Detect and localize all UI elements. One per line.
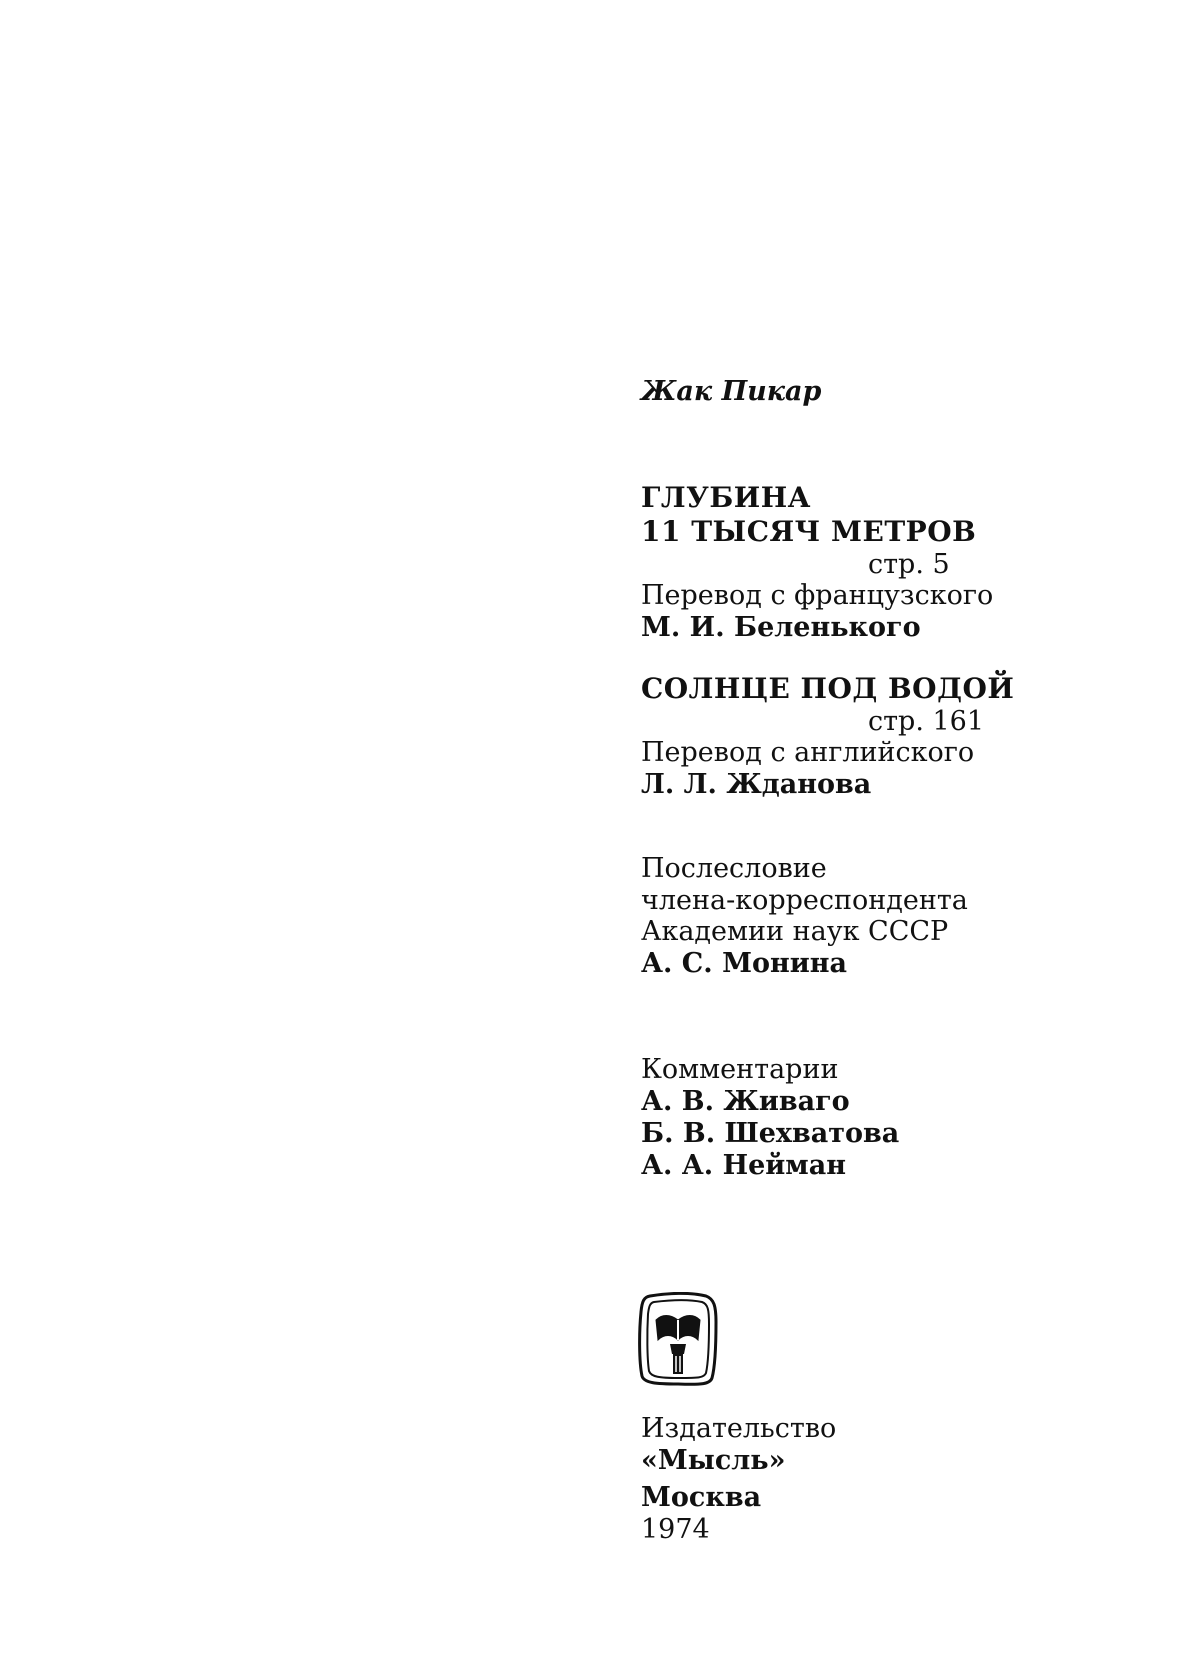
commentary-author-2: Б. В. Шехватова <box>641 1118 900 1149</box>
work1-translator: М. И. Беленького <box>641 612 921 643</box>
publisher-name: «Мысль» <box>641 1445 786 1476</box>
author-name: Жак Пикар <box>641 376 822 407</box>
publisher-city: Москва <box>641 1482 762 1513</box>
commentary-label: Комментарии <box>641 1054 839 1085</box>
publisher-logo-icon <box>638 1292 718 1386</box>
afterword-author: А. С. Монина <box>641 948 848 979</box>
afterword-line3: Академии наук СССР <box>641 916 949 947</box>
work2-translation-note: Перевод с английского <box>641 737 975 768</box>
work1-title-line1: ГЛУБИНА <box>641 481 811 514</box>
commentary-author-1: А. В. Живаго <box>641 1086 850 1117</box>
afterword-line1: Послесловие <box>641 853 827 884</box>
publisher-line1: Издательство <box>641 1413 837 1444</box>
work2-translator: Л. Л. Жданова <box>641 769 872 800</box>
work2-page-ref: стр. 161 <box>868 706 985 737</box>
work1-title-line2: 11 ТЫСЯЧ МЕТРОВ <box>641 515 977 548</box>
commentary-author-3: А. А. Нейман <box>641 1150 847 1181</box>
afterword-line2: члена-корреспондента <box>641 885 968 916</box>
work1-page-ref: стр. 5 <box>868 549 950 580</box>
work2-title: СОЛНЦЕ ПОД ВОДОЙ <box>641 672 1015 705</box>
work1-translation-note: Перевод с французского <box>641 580 994 611</box>
publication-year: 1974 <box>641 1514 710 1545</box>
